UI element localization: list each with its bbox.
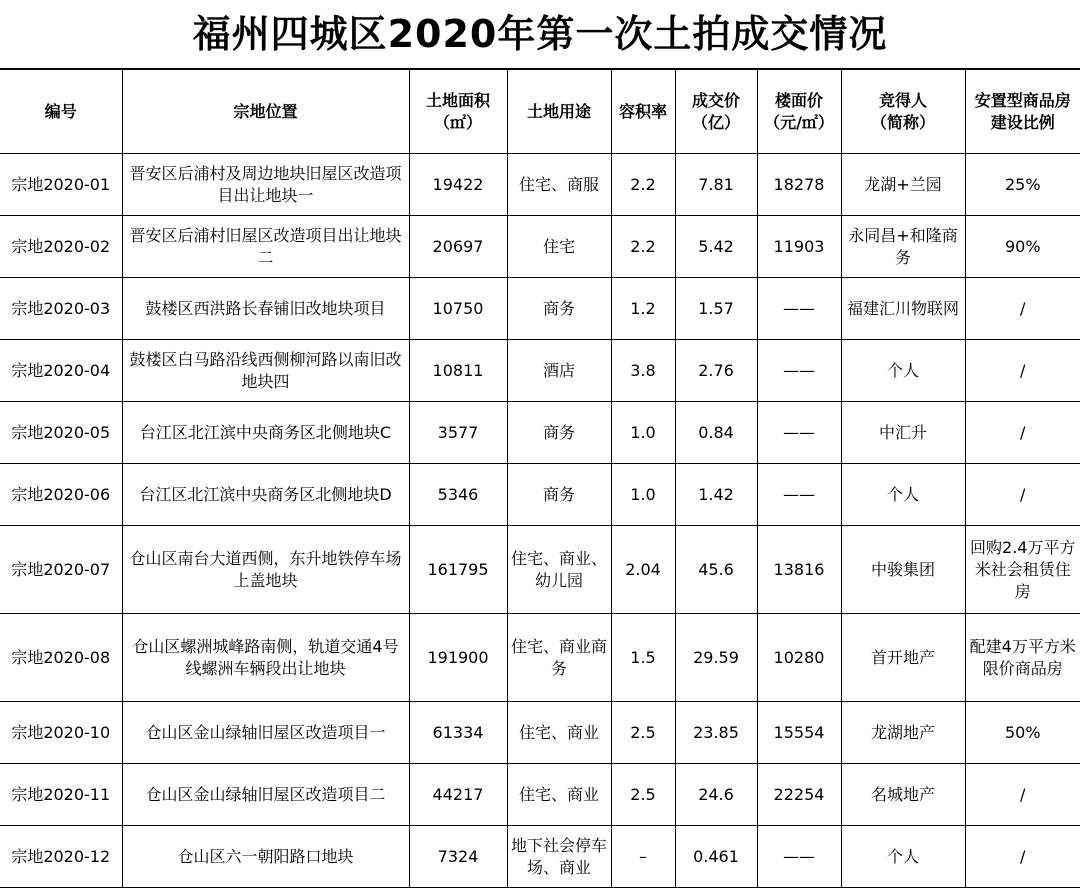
cell-winner: 个人 <box>841 826 965 888</box>
table-row <box>0 340 1080 402</box>
cell-area: 3577 <box>409 402 507 464</box>
cell-far: 1.5 <box>611 614 675 702</box>
header-ratio: 安置型商品房 建设比例 <box>965 70 1080 154</box>
cell-winner: 中汇升 <box>841 402 965 464</box>
cell-location: 鼓楼区白马路沿线西侧柳河路以南旧改地块四 <box>122 340 409 402</box>
cell-price: 5.42 <box>675 216 757 278</box>
cell-floor-price: —— <box>757 278 841 340</box>
cell-floor-price: 13816 <box>757 526 841 614</box>
table-row <box>0 702 1080 764</box>
cell-location: 台江区北江滨中央商务区北侧地块D <box>122 464 409 526</box>
cell-area: 44217 <box>409 764 507 826</box>
cell-use: 商务 <box>507 402 611 464</box>
table-row <box>0 216 1080 278</box>
cell-use: 住宅 <box>507 216 611 278</box>
header-winner: 竞得人 （简称） <box>841 70 965 154</box>
cell-use: 住宅、商业、幼儿园 <box>507 526 611 614</box>
cell-floor-price: —— <box>757 402 841 464</box>
cell-floor-price: —— <box>757 826 841 888</box>
cell-id: 宗地2020-03 <box>0 278 122 340</box>
cell-use: 住宅、商服 <box>507 154 611 216</box>
cell-price: 7.81 <box>675 154 757 216</box>
cell-ratio: 25% <box>965 154 1080 216</box>
cell-id: 宗地2020-08 <box>0 614 122 702</box>
cell-floor-price: 18278 <box>757 154 841 216</box>
cell-floor-price: 11903 <box>757 216 841 278</box>
cell-location: 台江区北江滨中央商务区北侧地块C <box>122 402 409 464</box>
table-row <box>0 278 1080 340</box>
cell-location: 鼓楼区西洪路长春铺旧改地块项目 <box>122 278 409 340</box>
cell-floor-price: —— <box>757 464 841 526</box>
cell-price: 0.461 <box>675 826 757 888</box>
header-id: 编号 <box>0 70 122 154</box>
cell-area: 5346 <box>409 464 507 526</box>
cell-far: 2.5 <box>611 702 675 764</box>
cell-use: 酒店 <box>507 340 611 402</box>
cell-far: – <box>611 826 675 888</box>
cell-id: 宗地2020-01 <box>0 154 122 216</box>
cell-ratio: / <box>965 278 1080 340</box>
cell-winner: 龙湖+兰园 <box>841 154 965 216</box>
cell-floor-price: 10280 <box>757 614 841 702</box>
cell-price: 29.59 <box>675 614 757 702</box>
cell-area: 10750 <box>409 278 507 340</box>
table-row <box>0 764 1080 826</box>
cell-use: 商务 <box>507 464 611 526</box>
cell-far: 1.0 <box>611 464 675 526</box>
cell-ratio: / <box>965 764 1080 826</box>
table-header-row <box>0 70 1080 154</box>
cell-location: 仓山区南台大道西侧，东升地铁停车场上盖地块 <box>122 526 409 614</box>
land-auction-table <box>0 69 1080 888</box>
table-row <box>0 526 1080 614</box>
cell-id: 宗地2020-02 <box>0 216 122 278</box>
header-price: 成交价 （亿） <box>675 70 757 154</box>
cell-price: 1.57 <box>675 278 757 340</box>
cell-ratio: / <box>965 402 1080 464</box>
cell-area: 161795 <box>409 526 507 614</box>
cell-area: 7324 <box>409 826 507 888</box>
header-floor-price: 楼面价 （元/㎡） <box>757 70 841 154</box>
cell-location: 晋安区后浦村旧屋区改造项目出让地块二 <box>122 216 409 278</box>
page-title: 福州四城区2020年第一次土拍成交情况 <box>0 0 1080 69</box>
header-use: 土地用途 <box>507 70 611 154</box>
cell-floor-price: 15554 <box>757 702 841 764</box>
cell-ratio: 回购2.4万平方米社会租赁住房 <box>965 526 1080 614</box>
cell-location: 仓山区螺洲城峰路南侧，轨道交通4号线螺洲车辆段出让地块 <box>122 614 409 702</box>
cell-winner: 个人 <box>841 340 965 402</box>
cell-area: 61334 <box>409 702 507 764</box>
cell-price: 45.6 <box>675 526 757 614</box>
table-row <box>0 826 1080 888</box>
cell-use: 住宅、商业 <box>507 764 611 826</box>
cell-price: 0.84 <box>675 402 757 464</box>
cell-winner: 永同昌+和隆商务 <box>841 216 965 278</box>
header-area: 土地面积 （㎡） <box>409 70 507 154</box>
cell-winner: 中骏集团 <box>841 526 965 614</box>
cell-use: 地下社会停车场、商业 <box>507 826 611 888</box>
cell-floor-price: 22254 <box>757 764 841 826</box>
cell-far: 2.5 <box>611 764 675 826</box>
cell-area: 10811 <box>409 340 507 402</box>
cell-id: 宗地2020-12 <box>0 826 122 888</box>
cell-location: 仓山区金山绿轴旧屋区改造项目一 <box>122 702 409 764</box>
cell-ratio: 配建4万平方米限价商品房 <box>965 614 1080 702</box>
cell-id: 宗地2020-05 <box>0 402 122 464</box>
cell-winner: 福建汇川物联网 <box>841 278 965 340</box>
cell-far: 2.04 <box>611 526 675 614</box>
cell-id: 宗地2020-04 <box>0 340 122 402</box>
cell-price: 23.85 <box>675 702 757 764</box>
cell-far: 2.2 <box>611 216 675 278</box>
table-row <box>0 614 1080 702</box>
cell-ratio: / <box>965 826 1080 888</box>
cell-id: 宗地2020-10 <box>0 702 122 764</box>
table-row <box>0 464 1080 526</box>
cell-winner: 个人 <box>841 464 965 526</box>
cell-far: 3.8 <box>611 340 675 402</box>
cell-id: 宗地2020-11 <box>0 764 122 826</box>
table-row <box>0 154 1080 216</box>
cell-area: 19422 <box>409 154 507 216</box>
cell-location: 仓山区金山绿轴旧屋区改造项目二 <box>122 764 409 826</box>
cell-ratio: / <box>965 464 1080 526</box>
cell-price: 24.6 <box>675 764 757 826</box>
cell-location: 仓山区六一朝阳路口地块 <box>122 826 409 888</box>
cell-far: 2.2 <box>611 154 675 216</box>
cell-ratio: 90% <box>965 216 1080 278</box>
cell-price: 2.76 <box>675 340 757 402</box>
cell-floor-price: —— <box>757 340 841 402</box>
cell-area: 191900 <box>409 614 507 702</box>
cell-winner: 首开地产 <box>841 614 965 702</box>
header-far: 容积率 <box>611 70 675 154</box>
cell-use: 住宅、商业商务 <box>507 614 611 702</box>
cell-id: 宗地2020-07 <box>0 526 122 614</box>
header-location: 宗地位置 <box>122 70 409 154</box>
cell-winner: 龙湖地产 <box>841 702 965 764</box>
cell-far: 1.2 <box>611 278 675 340</box>
cell-ratio: / <box>965 340 1080 402</box>
cell-ratio: 50% <box>965 702 1080 764</box>
cell-location: 晋安区后浦村及周边地块旧屋区改造项目出让地块一 <box>122 154 409 216</box>
cell-use: 商务 <box>507 278 611 340</box>
table-row <box>0 402 1080 464</box>
cell-area: 20697 <box>409 216 507 278</box>
cell-far: 1.0 <box>611 402 675 464</box>
cell-winner: 名城地产 <box>841 764 965 826</box>
cell-price: 1.42 <box>675 464 757 526</box>
cell-id: 宗地2020-06 <box>0 464 122 526</box>
cell-use: 住宅、商业 <box>507 702 611 764</box>
